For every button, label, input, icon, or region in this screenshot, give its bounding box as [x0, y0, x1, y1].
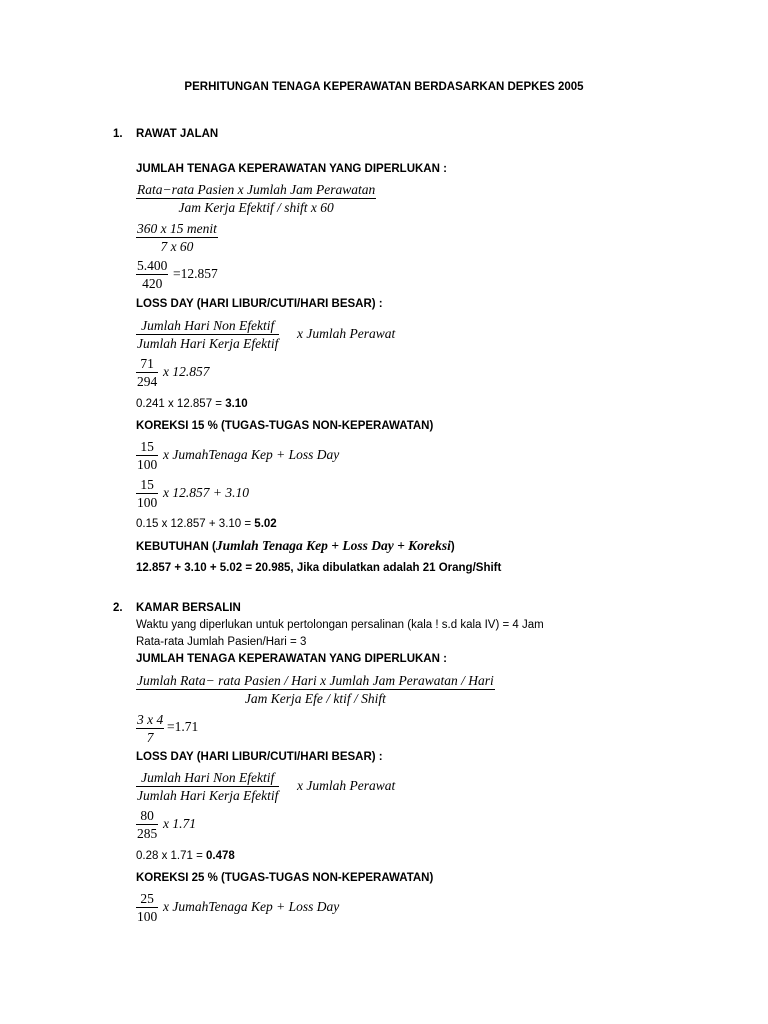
- s1-koreksi-calculation: [136, 517, 277, 531]
- s1-koreksi-values-denominator: 100: [137, 495, 158, 510]
- s1-loss-calculation: [136, 397, 248, 411]
- s1-loss-formula-multiplier: x Jumlah Perawat: [297, 326, 396, 341]
- s2-loss-label: LOSS DAY (HARI LIBUR/CUTI/HARI BESAR) :: [136, 751, 383, 763]
- s1-kebutuhan-calculation: 12.857 + 3.10 + 5.02 = 20.985, Jika dibulatkan adalah 21 Orang/Shift: [136, 562, 502, 574]
- s1-formula-values-denominator: 7 x 60: [160, 239, 194, 254]
- s1-kebutuhan-label-formula: Jumlah Tenaga Kep + Loss Day + Koreksi: [215, 538, 451, 553]
- s1-koreksi-calc-result: 5.02: [254, 518, 277, 530]
- s1-koreksi-values-terms: x 12.857 + 3.10: [163, 485, 249, 500]
- s1-koreksi-formula: [136, 439, 158, 472]
- page-title: PERHITUNGAN TENAGA KEPERAWATAN BERDASARKAN DEPKES 2005: [184, 81, 584, 93]
- s1-loss-calc-text: 0.241 x 12.857 =: [136, 398, 226, 410]
- s1-koreksi-formula-numerator: 15: [136, 439, 158, 456]
- s1-formula-base-numerator: Rata−rata Pasien x Jumlah Jam Perawatan: [137, 182, 376, 197]
- s2-koreksi-formula: [136, 891, 158, 924]
- s1-formula-base: [136, 182, 376, 215]
- s2-loss-values: [136, 808, 158, 841]
- section-1-heading: RAWAT JALAN: [136, 128, 219, 140]
- s1-loss-formula-denominator: Jumlah Hari Kerja Efektif: [137, 336, 279, 351]
- s2-need-label: JUMLAH TENAGA KEPERAWATAN YANG DIPERLUKAN :: [136, 653, 447, 665]
- s1-formula-values: [136, 221, 218, 254]
- s1-koreksi-formula-terms: x JumahTenaga Kep + Loss Day: [163, 447, 340, 462]
- s1-kebutuhan-label-end: ): [450, 541, 455, 553]
- s1-formula-base-denominator: Jam Kerja Efektif / shift x 60: [178, 200, 334, 215]
- s2-loss-calculation: [136, 849, 235, 863]
- s2-koreksi-formula-terms: x JumahTenaga Kep + Loss Day: [163, 899, 340, 914]
- s2-formula-values: [136, 712, 164, 745]
- s2-loss-formula-denominator: Jumlah Hari Kerja Efektif: [137, 788, 279, 803]
- s1-formula-values-numerator: 360 x 15 menit: [137, 221, 217, 236]
- s1-kebutuhan-label-start: KEBUTUHAN (: [136, 541, 216, 553]
- s1-loss-label: LOSS DAY (HARI LIBUR/CUTI/HARI BESAR) :: [136, 298, 383, 310]
- s1-loss-values-multiplier: x 12.857: [163, 364, 210, 379]
- s2-loss-values-multiplier: x 1.71: [163, 816, 196, 831]
- s1-kebutuhan-label: [136, 539, 455, 554]
- section-1-number: 1.: [113, 128, 123, 140]
- s2-formula-base-denominator: Jam Kerja Efe / ktif / Shift: [244, 691, 386, 706]
- section-2-number: 2.: [113, 602, 123, 614]
- s2-loss-values-denominator: 285: [137, 826, 158, 841]
- s2-loss-values-numerator: 80: [136, 808, 158, 825]
- s2-loss-formula-numerator: Jumlah Hari Non Efektif: [136, 770, 279, 787]
- s1-koreksi-label: KOREKSI 15 % (TUGAS-TUGAS NON-KEPERAWATAN): [136, 420, 434, 432]
- s2-loss-calc-result: 0.478: [206, 850, 235, 862]
- s2-formula-base: [136, 673, 495, 706]
- s1-loss-formula: [136, 318, 279, 351]
- s2-formula-values-numerator: 3 x 4: [137, 712, 164, 727]
- s1-loss-formula-numerator: Jumlah Hari Non Efektif: [136, 318, 279, 335]
- s1-formula-result: [136, 258, 168, 291]
- s1-loss-calc-result: 3.10: [225, 398, 248, 410]
- s1-loss-values: [136, 356, 158, 389]
- s1-loss-values-denominator: 294: [137, 374, 158, 389]
- s2-loss-formula: [136, 770, 279, 803]
- s2-formula-result-value: =1.71: [167, 719, 199, 734]
- s2-info-line-2: Rata-rata Jumlah Pasien/Hari = 3: [136, 636, 307, 648]
- s2-koreksi-label: KOREKSI 25 % (TUGAS-TUGAS NON-KEPERAWATAN): [136, 872, 434, 884]
- s2-loss-calc-text: 0.28 x 1.71 =: [136, 850, 207, 862]
- s1-formula-result-denominator: 420: [142, 276, 163, 291]
- s2-formula-values-denominator: 7: [146, 730, 154, 745]
- s1-formula-result-value: =12.857: [173, 266, 218, 281]
- s2-koreksi-formula-denominator: 100: [137, 909, 158, 924]
- s1-need-label: JUMLAH TENAGA KEPERAWATAN YANG DIPERLUKAN :: [136, 163, 447, 175]
- s2-loss-formula-multiplier: x Jumlah Perawat: [297, 778, 396, 793]
- s2-koreksi-formula-numerator: 25: [136, 891, 158, 908]
- s2-info-line-1: Waktu yang diperlukan untuk pertolongan persalinan (kala ! s.d kala IV) = 4 Jam: [136, 619, 544, 631]
- s1-koreksi-formula-denominator: 100: [137, 457, 158, 472]
- s1-koreksi-calc-text: 0.15 x 12.857 + 3.10 =: [136, 518, 255, 530]
- s1-formula-result-numerator: 5.400: [137, 258, 168, 273]
- s1-loss-values-numerator: 71: [136, 356, 158, 373]
- s1-koreksi-values: [136, 477, 158, 510]
- section-2-heading: KAMAR BERSALIN: [136, 602, 241, 614]
- s2-formula-base-numerator: Jumlah Rata− rata Pasien / Hari x Jumlah Jam Perawatan / Hari: [137, 673, 494, 688]
- s1-koreksi-values-numerator: 15: [136, 477, 158, 494]
